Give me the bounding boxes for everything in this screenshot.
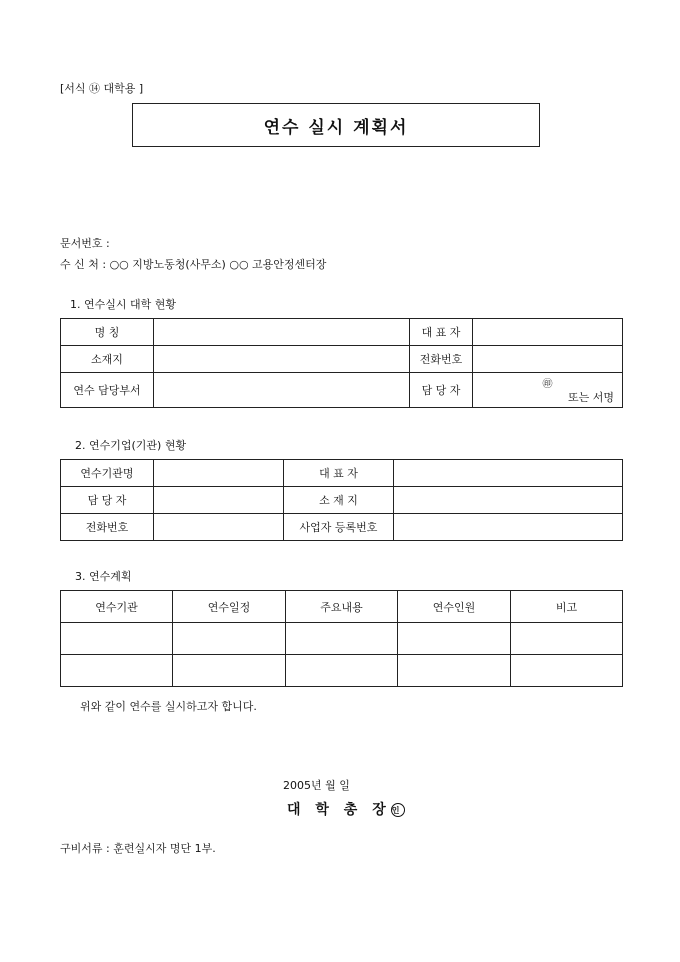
- signer-title: 대 학 총 장: [287, 802, 391, 818]
- table-header-row: [61, 591, 623, 623]
- section1-heading: 1. 연수실시 대학 현황: [70, 298, 176, 311]
- label-biz-number: 사업자 등록번호: [284, 514, 394, 541]
- label-location: 소재지: [61, 346, 154, 373]
- label-representative: 대 표 자: [284, 460, 394, 487]
- table-cell[interactable]: [398, 655, 511, 687]
- recipient: 수 신 처 : ○○ 지방노동청(사무소) ○○ 고용안정센터장: [60, 258, 327, 271]
- value-manager-signature[interactable]: [473, 373, 623, 408]
- column-header: 연수기관: [61, 591, 173, 623]
- section2-heading: 2. 연수기업(기관) 현황: [75, 439, 187, 452]
- table-row: [61, 460, 623, 487]
- title-box: [132, 103, 540, 147]
- value-location[interactable]: [154, 346, 410, 373]
- attachments: 구비서류 : 훈련실시자 명단 1부.: [60, 842, 216, 855]
- university-status-table: [60, 318, 623, 408]
- value-name[interactable]: [154, 319, 410, 346]
- doc-number: 문서번호 :: [60, 237, 110, 250]
- column-header: 연수인원: [398, 591, 511, 623]
- table-row: [61, 373, 623, 408]
- table-cell[interactable]: [511, 623, 623, 655]
- table-row: [61, 319, 623, 346]
- table-row: [61, 623, 623, 655]
- value-representative[interactable]: [394, 460, 623, 487]
- column-header: 주요내용: [286, 591, 398, 623]
- signature-label: 또는 서명: [567, 391, 614, 404]
- label-phone: 전화번호: [410, 346, 473, 373]
- training-plan-table: [60, 590, 623, 687]
- company-status-table: [60, 459, 623, 541]
- label-manager: 담 당 자: [61, 487, 154, 514]
- table-row: [61, 514, 623, 541]
- table-cell[interactable]: [286, 655, 398, 687]
- table-cell[interactable]: [511, 655, 623, 687]
- label-phone: 전화번호: [61, 514, 154, 541]
- label-manager: 담 당 자: [410, 373, 473, 408]
- value-representative[interactable]: [473, 319, 623, 346]
- signer-line: [287, 799, 405, 819]
- seal-icon: ㊞: [542, 379, 553, 390]
- label-name: 명 칭: [61, 319, 154, 346]
- section3-heading: 3. 연수계획: [75, 570, 132, 583]
- label-location: 소 재 지: [284, 487, 394, 514]
- table-row: [61, 487, 623, 514]
- seal-icon: 인: [391, 805, 405, 815]
- column-header: 연수일정: [173, 591, 286, 623]
- table-row: [61, 346, 623, 373]
- table-cell[interactable]: [398, 623, 511, 655]
- label-representative: 대 표 자: [410, 319, 473, 346]
- page-title: 연수 실시 계획서: [263, 117, 409, 138]
- value-manager[interactable]: [154, 487, 284, 514]
- table-cell[interactable]: [61, 623, 173, 655]
- form-tag: [서식 ⑭ 대학용 ]: [60, 82, 144, 95]
- column-header: 비고: [511, 591, 623, 623]
- label-org-name: 연수기관명: [61, 460, 154, 487]
- table-row: [61, 655, 623, 687]
- date-line: 2005년 월 일: [283, 779, 350, 792]
- value-biz-number[interactable]: [394, 514, 623, 541]
- table-cell[interactable]: [61, 655, 173, 687]
- closing-statement: 위와 같이 연수를 실시하고자 합니다.: [80, 700, 257, 713]
- value-phone[interactable]: [154, 514, 284, 541]
- value-department[interactable]: [154, 373, 410, 408]
- value-location[interactable]: [394, 487, 623, 514]
- table-cell[interactable]: [286, 623, 398, 655]
- table-cell[interactable]: [173, 623, 286, 655]
- table-cell[interactable]: [173, 655, 286, 687]
- value-phone[interactable]: [473, 346, 623, 373]
- label-department: 연수 담당부서: [61, 373, 154, 408]
- value-org-name[interactable]: [154, 460, 284, 487]
